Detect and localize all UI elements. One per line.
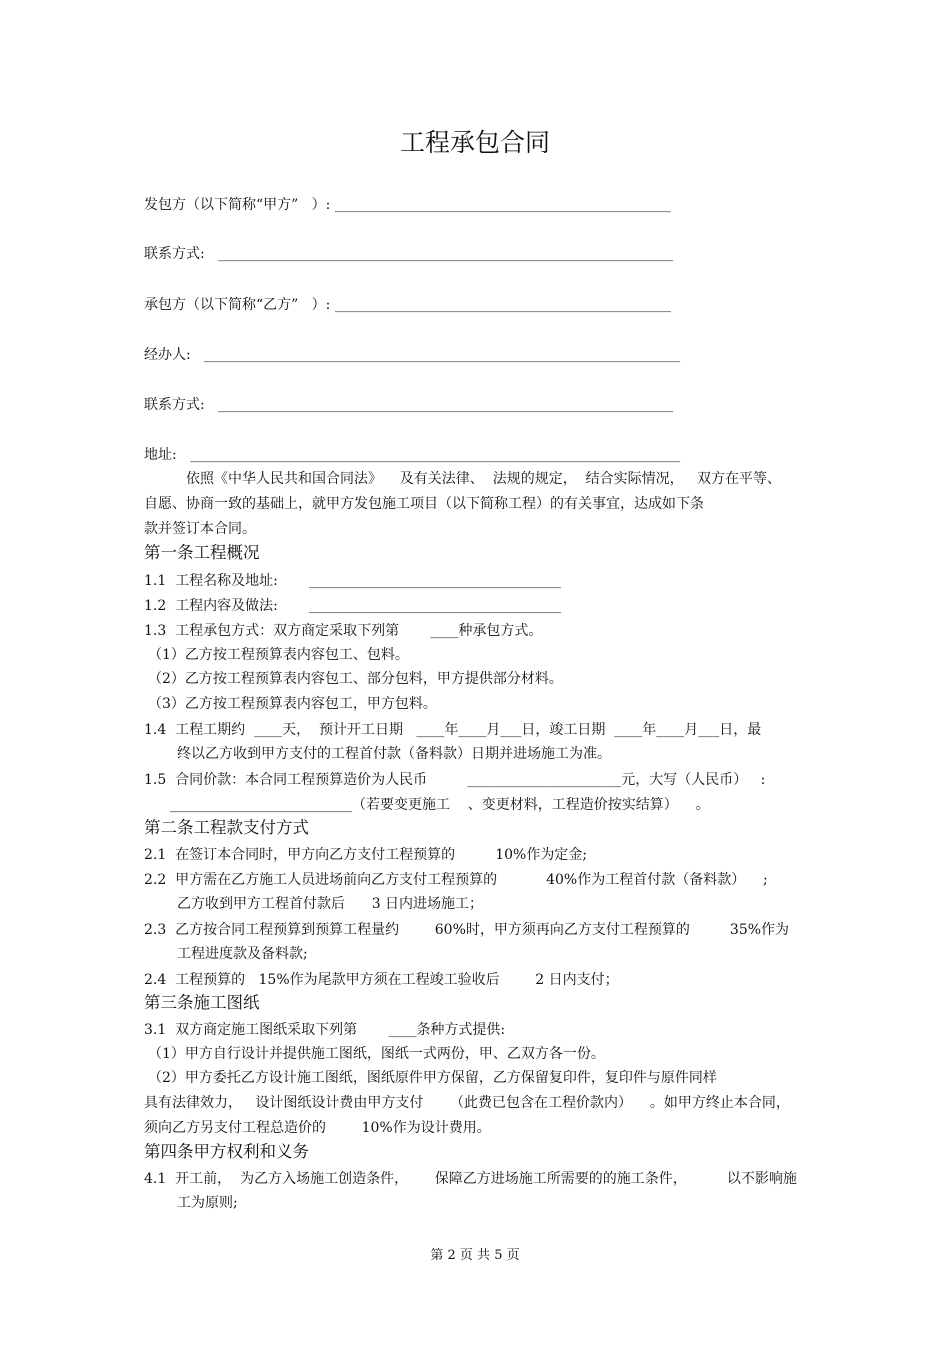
employer-contact-line: 联系方式: _________________________________________________________________	[144, 246, 674, 262]
clause-line: 须向乙方另支付工程总造价的 10%作为设计费用。	[144, 1120, 491, 1136]
clause-line: 2.4 工程预算的 15%作为尾款甲方须在工程竣工验收后 2 日内支付；	[144, 972, 619, 988]
clause-line: （2）甲方委托乙方设计施工图纸，图纸原件甲方保留，乙方保留复印件，复印件与原件同样	[148, 1070, 717, 1086]
employer-line: 发包方（以下简称“甲方” ）: ________________________________________________	[144, 197, 671, 213]
clause-line: 乙方收到甲方工程首付款后 3 日内进场施工；	[177, 896, 484, 912]
preamble-line: 款并签订本合同。	[144, 521, 256, 537]
article-4-heading: 第四条甲方权利和义务	[144, 1142, 309, 1161]
preamble-line: 自愿、协商一致的基础上，就甲方发包施工项目（以下简称工程）的有关事宜，达成如下条	[144, 496, 704, 512]
clause-line: 2.3 乙方按合同工程预算到预算工程量约 60%时，甲方须再向乙方支付工程预算的 35%作为	[144, 922, 790, 938]
clause-line: 1.3 工程承包方式：双方商定采取下列第 ____种承包方式。	[144, 623, 543, 639]
document-title: 工程承包合同	[399, 128, 550, 157]
clause-line: （2）乙方按工程预算表内容包工、部分包料，甲方提供部分材料。	[148, 671, 563, 687]
clause-line: 1.4 工程工期约 ____天， 预计开工日期 ____年____月___日，竣工日期 ____年____月___日，最	[144, 722, 762, 738]
article-1-heading: 第一条工程概况	[144, 543, 260, 562]
contractor-contact-line: 联系方式: _________________________________________________________________	[144, 397, 674, 413]
clause-line: __________________________（若要变更施工 、变更材料，工程造价按实结算） 。	[170, 797, 710, 813]
clause-line: 1.2 工程内容及做法: ____________________________________	[144, 598, 562, 614]
clause-line: 4.1 开工前， 为乙方入场施工创造条件， 保障乙方进场施工所需要的的施工条件， 以不影响施	[144, 1171, 797, 1187]
clause-line: 具有法律效力， 设计图纸设计费由甲方支付 （此费已包含在工程价款内） 。如甲方终止本合同，	[144, 1095, 790, 1111]
clause-line: 2.2 甲方需在乙方施工人员进场前向乙方支付工程预算的 40%作为工程首付款（备料款） ;	[144, 872, 768, 888]
clause-line: 2.1 在签订本合同时，甲方向乙方支付工程预算的 10%作为定金;	[144, 847, 588, 863]
clause-line: 3.1 双方商定施工图纸采取下列第 ____条种方式提供:	[144, 1022, 506, 1038]
agent-line: 经办人: ____________________________________________________________________	[144, 347, 681, 363]
clause-line: 工程进度款及备料款;	[177, 946, 308, 962]
article-2-heading: 第二条工程款支付方式	[144, 818, 309, 837]
clause-line: 工为原则;	[177, 1195, 238, 1211]
preamble-line: 依照《中华人民共和国合同法》 及有关法律、 法规的规定， 结合实际情况， 双方在平等、	[186, 471, 781, 487]
clause-line: 1.5 合同价款：本合同工程预算造价为人民币 ______________________元，大写（人民币） :	[144, 772, 766, 788]
address-line: 地址: ______________________________________________________________________	[144, 447, 681, 463]
article-3-heading: 第三条施工图纸	[144, 993, 260, 1012]
clause-line: 终以乙方收到甲方支付的工程首付款（备料款）日期并进场施工为准。	[177, 746, 611, 762]
contractor-line: 承包方（以下简称“乙方” ）: ________________________________________________	[144, 297, 671, 313]
clause-line: （3）乙方按工程预算表内容包工，甲方包料。	[148, 696, 437, 712]
clause-line: 1.1 工程名称及地址: ____________________________________	[144, 573, 562, 589]
clause-line: （1）乙方按工程预算表内容包工、包料。	[148, 647, 409, 663]
page-number: 第 2 页 共 5 页	[430, 1248, 520, 1263]
clause-line: （1）甲方自行设计并提供施工图纸，图纸一式两份，甲、乙双方各一份。	[148, 1046, 605, 1062]
